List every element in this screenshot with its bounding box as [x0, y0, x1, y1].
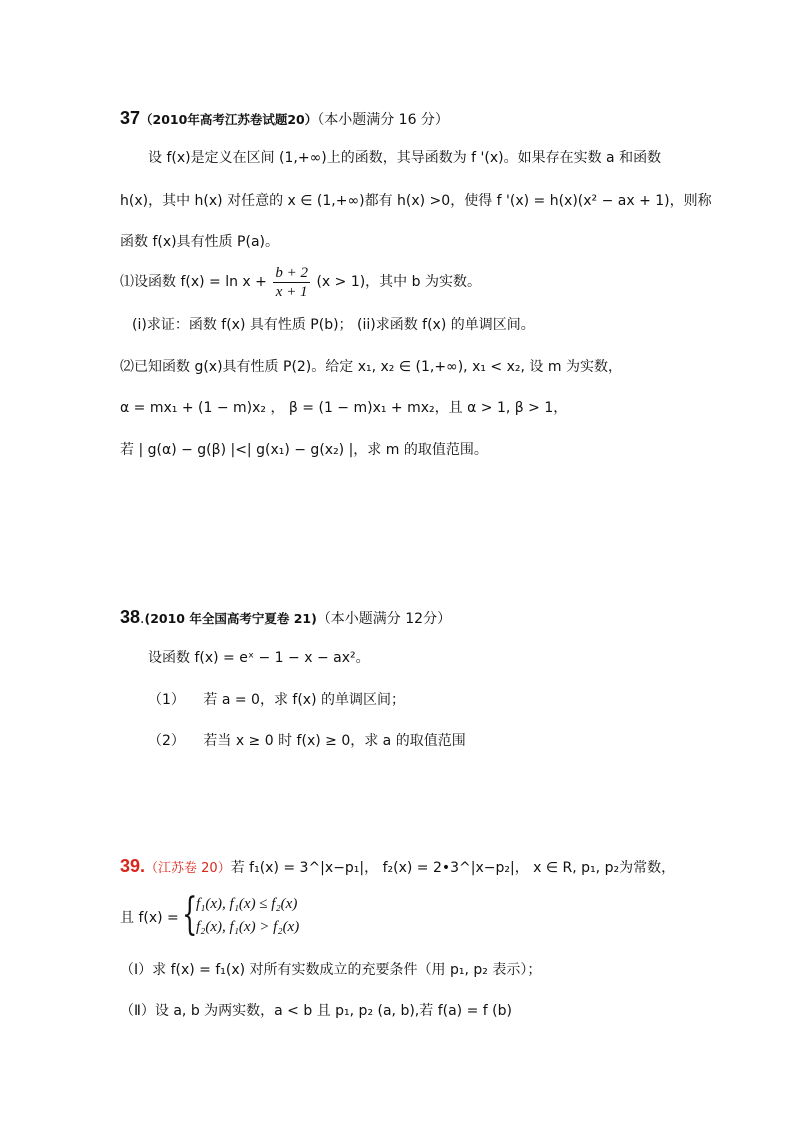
- q37-number: 37: [120, 108, 141, 128]
- q37-part1-fraction: [273, 264, 310, 301]
- q37-part2-line3: 若 | g(α) − g(β) |<| g(x₁) − g(x₂) |，求 m 的取值范围。: [120, 442, 488, 458]
- q39-line1: 若 f₁(x) = 3^|x−p₁|， f₂(x) = 2•3^|x−p₂|， x ∈ R, p₁, p₂为常数，: [230, 860, 676, 876]
- left-brace-icon: {: [182, 889, 198, 940]
- q39-case1: f₁(x), f₁(x) ≤ f₂(x): [196, 896, 298, 912]
- q37-part2-line2: α = mx₁ + (1 − m)x₂ ， β = (1 − m)x₁ + mx₂，且 α > 1, β > 1，: [120, 400, 568, 416]
- q38-source: (2010 年全国高考宁夏卷 21): [144, 611, 317, 626]
- q37-source: （2010年高考江苏卷试题20）: [140, 112, 318, 127]
- q37-fraction-numerator: b + 2: [275, 264, 308, 281]
- q39-part2: （Ⅱ）设 a, b 为两实数，a < b 且 p₁, p₂ (a, b),若 f(a) = f (b): [120, 1003, 512, 1019]
- q39-number: 39.: [120, 856, 146, 876]
- q37-fraction-denominator: x + 1: [275, 283, 308, 300]
- q39-part1: （Ⅰ）求 f(x) = f₁(x) 对所有实数成立的充要条件（用 p₁, p₂ 表示）；: [120, 962, 542, 978]
- q38-item1: [148, 690, 405, 710]
- q38-number: 38: [120, 607, 141, 627]
- q37-header: [120, 108, 449, 130]
- q38-line1: 设函数 f(x) = eˣ − 1 − x − ax²。: [148, 650, 370, 666]
- q38-item1-label: （1）: [148, 692, 185, 708]
- q38-item2-text: 若当 x ≥ 0 时 f(x) ≥ 0，求 a 的取值范围: [203, 733, 466, 749]
- q37-part2-line1: ⑵已知函数 g(x)具有性质 P(2)。给定 x₁, x₂ ∈ (1,+∞), x₁ < x₂, 设 m 为实数，: [120, 359, 622, 375]
- q37-part1-sub: (i)求证：函数 f(x) 具有性质 P(b)； (ii)求函数 f(x) 的单调区间。: [132, 317, 535, 333]
- q38-header: [120, 607, 451, 629]
- q38-points: （本小题满分 12分）: [316, 611, 452, 627]
- q39-header: [120, 856, 675, 879]
- q39-cases-label: 且 f(x) =: [120, 910, 179, 926]
- q39-source: （江苏卷 20）: [145, 861, 231, 876]
- q37-part1: [120, 262, 481, 302]
- q37-line3: 函数 f(x)具有性质 P(a)。: [120, 234, 279, 250]
- q38-item1-text: 若 a = 0，求 f(x) 的单调区间；: [203, 692, 405, 708]
- q37-line1: 设 f(x)是定义在区间 (1,+∞)上的函数，其导函数为 f '(x)。如果存在实数 a 和函数: [148, 150, 662, 166]
- q37-line2: h(x)，其中 h(x) 对任意的 x ∈ (1,+∞)都有 h(x) >0，使得 f '(x) = h(x)(x² − ax + 1)，则称: [120, 193, 712, 209]
- q37-part1-post: (x > 1)，其中 b 为实数。: [316, 274, 481, 290]
- q38-item2: [148, 731, 466, 751]
- q38-sep: .: [140, 611, 145, 627]
- q38-item2-label: （2）: [148, 733, 185, 749]
- q39-case2: f₂(x), f₁(x) > f₂(x): [196, 919, 300, 935]
- q37-points: （本小题满分 16 分）: [317, 112, 449, 128]
- q37-part1-pre: ⑴设函数 f(x) = ln x +: [120, 274, 267, 290]
